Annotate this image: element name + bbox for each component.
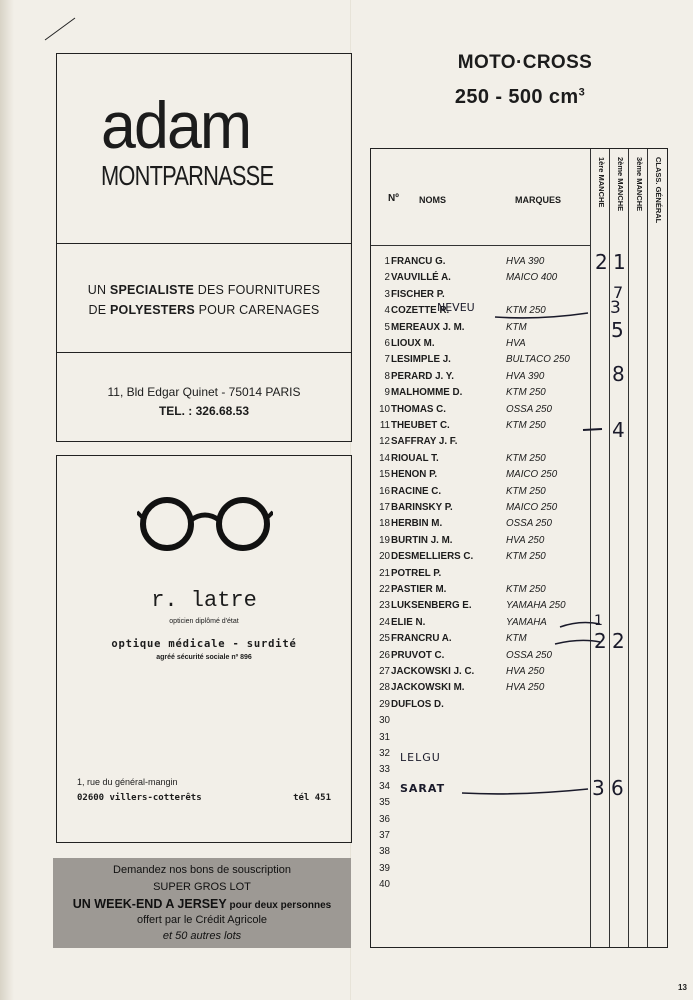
table-row [371, 420, 590, 436]
rider-name: ELIE N. [391, 616, 426, 628]
table-row [371, 486, 590, 502]
latre-optique: optique médicale - surdité [111, 638, 297, 650]
rider-brand: KTM 250 [506, 305, 546, 317]
latre-title: opticien diplômé d'état [169, 618, 239, 625]
table-row [371, 453, 590, 469]
table-row [371, 682, 590, 698]
header-general: CLASS. GÉNÉRAL [654, 157, 663, 224]
rider-name: MEREAUX J. M. [391, 321, 465, 333]
rider-name: THOMAS C. [391, 403, 446, 415]
rider-number: 32 [379, 748, 390, 759]
rider-brand: KTM [506, 633, 527, 645]
rider-brand: KTM 250 [506, 420, 546, 431]
rider-brand: OSSA 250 [506, 649, 552, 661]
rider-brand: YAMAHA [506, 616, 547, 628]
rider-number: 28 [379, 682, 390, 694]
table-row [371, 879, 590, 895]
adam-advertisement [56, 53, 352, 442]
latre-tel: tél 451 [293, 793, 331, 803]
latre-agree: agréé sécurité sociale nº 896 [156, 654, 252, 661]
handwritten-note: SARAT [400, 782, 446, 795]
header-rule [371, 245, 590, 246]
table-row [371, 289, 590, 305]
header-heat-2: 2ème MANCHE [616, 157, 625, 212]
table-row [371, 732, 590, 748]
handwritten-score: 5 [611, 318, 624, 342]
column-rule [647, 149, 648, 947]
rider-number: 22 [379, 584, 390, 595]
table-row [371, 715, 590, 731]
rider-brand: KTM 250 [506, 387, 546, 399]
table-row [371, 338, 590, 354]
header-heat-3: 3ème MANCHE [635, 157, 644, 212]
page-edge-shadow [0, 0, 14, 1000]
rider-brand: HVA 250 [506, 682, 545, 694]
divider [57, 243, 351, 244]
rider-brand: KTM 250 [506, 551, 546, 563]
table-row [371, 830, 590, 846]
rider-name: RACINE C. [391, 485, 442, 497]
table-row [371, 551, 590, 567]
rider-number: 36 [379, 813, 390, 825]
rider-number: 25 [379, 633, 390, 645]
page-title: MOTO·CROSS [457, 52, 593, 73]
table-row [371, 387, 590, 403]
page-subtitle: 250 - 500 $cm^3$ [454, 86, 586, 108]
divider [57, 352, 351, 353]
table-row [371, 584, 590, 600]
promo-line: UN WEEK-END A JERSEY pour deux personnes [72, 897, 332, 911]
handwritten-score: 2 [595, 250, 608, 274]
rider-name: DESMELLIERS C. [391, 551, 474, 563]
rider-name: FRANCRU A. [391, 633, 452, 645]
rider-number: 21 [379, 567, 390, 579]
table-row [371, 272, 590, 288]
table-row [371, 436, 590, 452]
header-heat-1: 1ère MANCHE [597, 157, 606, 208]
adam-specialty: UN SPECIALISTE DES FOURNITURES DE POLYESTERS POUR CARENAGES [87, 283, 321, 317]
rider-number: 38 [379, 846, 390, 858]
rider-name: VAUVILLÉ A. [391, 272, 451, 284]
rider-name: HERBIN M. [391, 518, 443, 530]
rider-number: 2 [384, 272, 390, 284]
rider-name: POTREL P. [391, 567, 442, 579]
rider-brand: HVA 250 [506, 666, 545, 677]
table-row [371, 600, 590, 616]
rider-number: 34 [379, 780, 390, 792]
rider-number: 31 [379, 731, 390, 743]
rider-number: 9 [384, 387, 390, 399]
rider-brand: OSSA 250 [506, 403, 552, 415]
table-row [371, 256, 590, 272]
table-row [371, 863, 590, 879]
rider-brand: HVA 390 [506, 256, 545, 267]
show-through [420, 108, 424, 123]
rider-name: RIOUAL T. [391, 452, 439, 464]
handwritten-score: 4 [612, 418, 625, 442]
rider-brand: KTM [506, 321, 527, 333]
handwritten-score: 7 [613, 283, 624, 302]
rider-name: DUFLOS D. [391, 698, 444, 710]
handwritten-score: 3 [592, 776, 605, 800]
latre-advertisement [56, 455, 352, 843]
rider-number: 12 [379, 436, 390, 448]
rider-number: 8 [384, 370, 390, 382]
header-names: NOMS [419, 195, 446, 205]
handwritten-score: 2 [612, 629, 625, 653]
rider-name: SAFFRAY J. F. [391, 436, 458, 448]
table-row [371, 846, 590, 862]
handwritten-note: LELGU [400, 751, 441, 764]
rider-number: 11 [379, 420, 390, 431]
table-row [371, 371, 590, 387]
rider-number: 3 [384, 288, 390, 300]
rider-number: 4 [384, 305, 390, 317]
rider-number: 40 [379, 879, 390, 891]
table-row [371, 354, 590, 370]
rider-brand: HVA 250 [506, 534, 545, 546]
rider-number: 24 [379, 616, 390, 628]
promo-line: SUPER GROS LOT [153, 881, 251, 893]
rider-name: LESIMPLE J. [391, 354, 451, 366]
table-row [371, 469, 590, 485]
page-number: 13 [678, 983, 687, 992]
table-row [371, 797, 590, 813]
rider-number: 26 [379, 649, 390, 661]
table-row [371, 535, 590, 551]
adam-brand: adam [101, 88, 251, 162]
rider-name: BARINSKY P. [391, 502, 453, 513]
adam-logo [101, 88, 311, 192]
rider-number: 17 [379, 502, 390, 513]
rider-number: 15 [379, 469, 390, 481]
rider-name: MALHOMME D. [391, 387, 463, 399]
table-row [371, 305, 590, 321]
rider-number: 27 [379, 666, 390, 677]
table-row [371, 764, 590, 780]
rider-number: 1 [384, 256, 390, 267]
rider-number: 19 [379, 534, 390, 546]
rider-name: JACKOWSKI J. C. [391, 666, 475, 677]
rider-name: THEUBET C. [391, 420, 450, 431]
rider-number: 29 [379, 698, 390, 710]
rider-number: 30 [379, 715, 390, 727]
promo-line: Demandez nos bons de souscription [113, 864, 291, 876]
rider-brand: HVA [506, 338, 526, 349]
rider-brand: MAICO 250 [506, 469, 558, 481]
rider-number: 35 [379, 797, 390, 809]
adam-tel: TEL. : 326.68.53 [158, 404, 250, 418]
header-number: Nº [388, 193, 399, 204]
rider-name: COZETTE R. [391, 305, 450, 317]
handwritten-score: 1 [594, 613, 603, 629]
rider-brand: OSSA 250 [506, 518, 552, 530]
rider-name: LIOUX M. [391, 338, 435, 349]
table-row [371, 617, 590, 633]
column-rule [590, 149, 591, 947]
rider-number: 14 [379, 452, 390, 464]
rider-name: BURTIN J. M. [391, 534, 453, 546]
table-row [371, 633, 590, 649]
rider-brand: KTM 250 [506, 485, 546, 497]
table-row [371, 699, 590, 715]
rider-number: 37 [379, 830, 390, 841]
rider-name: LUKSENBERG E. [391, 600, 472, 612]
handwritten-score: 3 [610, 298, 621, 318]
column-rule [609, 149, 610, 947]
handwritten-score: 8 [612, 362, 625, 386]
table-row [371, 650, 590, 666]
rider-brand: YAMAHA 250 [506, 600, 566, 612]
promo-box [53, 858, 351, 948]
rider-brand: HVA 390 [506, 370, 545, 382]
rider-name: PRUVOT C. [391, 649, 445, 661]
rider-number: 7 [384, 354, 390, 366]
rider-number: 10 [379, 403, 390, 415]
handwritten-note: NEVEU [437, 301, 475, 314]
glasses-icon [137, 494, 273, 552]
rider-number: 18 [379, 518, 390, 530]
rider-number: 33 [379, 764, 390, 776]
column-rule [628, 149, 629, 947]
adam-address: 11, Bld Edgar Quinet - 75014 PARIS [107, 385, 301, 399]
promo-line: offert par le Crédit Agricole [136, 914, 268, 926]
rider-number: 23 [379, 600, 390, 612]
rider-name: FISCHER P. [391, 288, 445, 300]
header-brands: MARQUES [515, 195, 562, 205]
rider-name: PERARD J. Y. [391, 370, 454, 382]
rider-brand: KTM 250 [506, 452, 546, 464]
handwritten-score: 1 [613, 250, 626, 274]
table-row [371, 404, 590, 420]
rider-number: 16 [379, 485, 390, 497]
promo-line: et 50 autres lots [162, 930, 242, 942]
latre-city: 02600 villers-cotterêts [77, 793, 202, 803]
handwritten-score: 2 [594, 629, 607, 653]
table-row [371, 322, 590, 338]
rider-name: PASTIER M. [391, 584, 447, 595]
latre-name: r. latre [151, 588, 257, 613]
rider-name: JACKOWSKI M. [391, 682, 465, 694]
table-row [371, 568, 590, 584]
rider-name: HENON P. [391, 469, 438, 481]
table-row [371, 502, 590, 518]
table-row [371, 814, 590, 830]
rider-brand: MAICO 400 [506, 272, 558, 284]
adam-brand-sub: MONTPARNASSE [101, 160, 274, 191]
rider-brand: MAICO 250 [506, 502, 558, 513]
handwritten-score: 6 [611, 776, 624, 800]
rider-number: 6 [384, 338, 390, 349]
table-row [371, 518, 590, 534]
rider-brand: BULTACO 250 [506, 354, 570, 366]
rider-number: 5 [384, 321, 390, 333]
rider-brand: KTM 250 [506, 584, 546, 595]
rider-number: 20 [379, 551, 390, 563]
rider-number: 39 [379, 862, 390, 874]
rider-name: FRANCU G. [391, 256, 446, 267]
table-row [371, 666, 590, 682]
latre-street: 1, rue du général-mangin [77, 777, 178, 787]
